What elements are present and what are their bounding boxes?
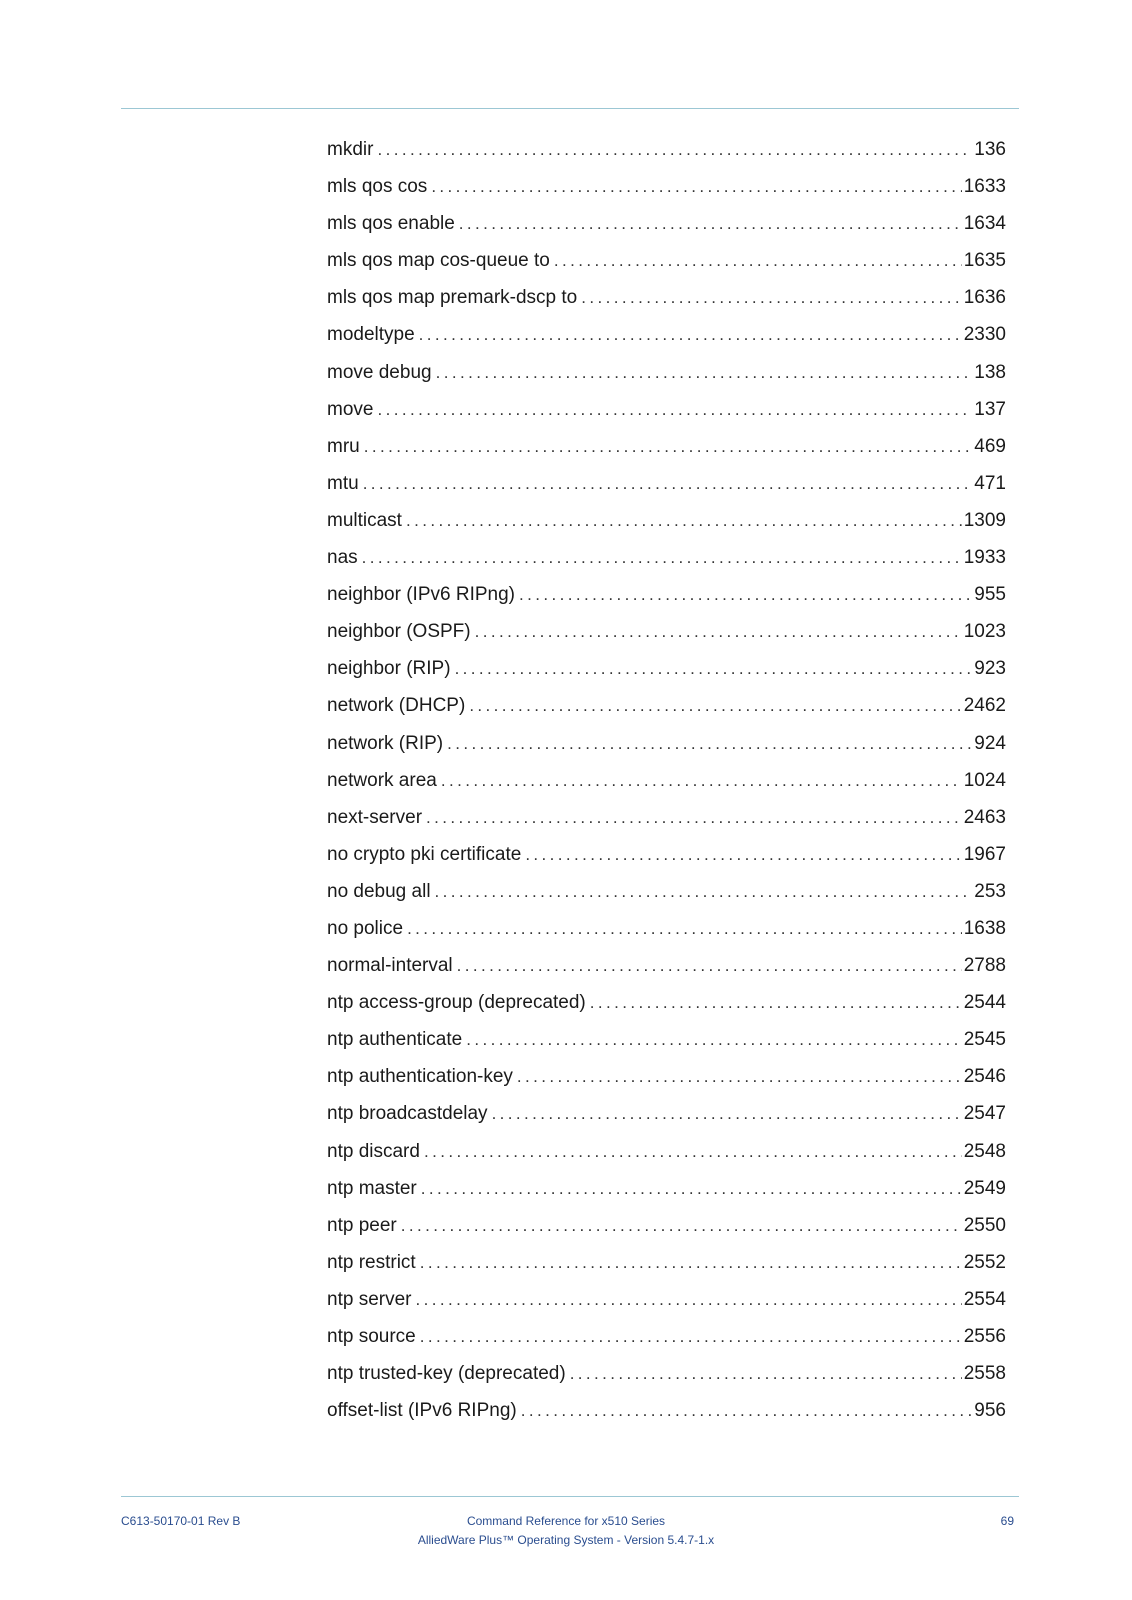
index-entry[interactable] xyxy=(327,168,1006,205)
index-page-number[interactable]: 1638 xyxy=(963,917,1006,939)
dot-leader xyxy=(419,316,962,353)
index-page-number[interactable]: 956 xyxy=(974,1400,1006,1422)
index-page-number[interactable]: 2545 xyxy=(963,1029,1006,1051)
index-entry[interactable] xyxy=(327,465,1006,502)
index-term: ntp broadcastdelay xyxy=(327,1103,488,1125)
index-entry[interactable] xyxy=(327,1207,1006,1244)
index-entry[interactable] xyxy=(327,1318,1006,1355)
command-index-list xyxy=(327,131,1006,1429)
dot-leader xyxy=(455,650,973,687)
index-term: ntp source xyxy=(327,1326,416,1347)
index-entry[interactable] xyxy=(327,650,1006,687)
index-page-number[interactable]: 2549 xyxy=(963,1177,1006,1199)
dot-leader xyxy=(554,242,962,279)
index-page-number[interactable]: 1024 xyxy=(963,769,1006,791)
index-page-number[interactable]: 1633 xyxy=(963,176,1006,198)
index-entry[interactable] xyxy=(327,131,1006,168)
index-term: next-server xyxy=(327,806,423,828)
index-page-number[interactable]: 1309 xyxy=(963,509,1006,531)
index-entry[interactable] xyxy=(327,242,1006,279)
dot-leader xyxy=(570,1355,962,1392)
dot-leader xyxy=(436,354,973,391)
index-page-number[interactable]: 2544 xyxy=(963,992,1006,1014)
index-term: ntp peer xyxy=(327,1214,397,1236)
index-entry[interactable] xyxy=(327,725,1006,762)
footer-doc-id: C613-50170-01 Rev B xyxy=(121,1514,241,1528)
index-term: offset-list (IPv6 RIPng) xyxy=(327,1400,517,1422)
index-term: ntp authentication-key xyxy=(327,1066,513,1088)
index-entry[interactable] xyxy=(327,391,1006,428)
dot-leader xyxy=(406,502,962,539)
dot-leader xyxy=(362,539,962,576)
index-page-number[interactable]: 955 xyxy=(974,584,1006,606)
index-entry[interactable] xyxy=(327,1021,1006,1058)
index-page-number[interactable]: 2463 xyxy=(963,806,1006,828)
index-term: ntp restrict xyxy=(327,1251,416,1273)
footer-title: Command Reference for x510 Series xyxy=(466,1514,666,1528)
index-page-number[interactable]: 2547 xyxy=(963,1103,1006,1125)
dot-leader xyxy=(426,799,962,836)
dot-leader xyxy=(581,279,961,316)
index-term: ntp access-group (deprecated) xyxy=(327,992,586,1014)
index-entry[interactable] xyxy=(327,205,1006,242)
footer-page-number: 69 xyxy=(1000,1514,1014,1528)
index-entry[interactable] xyxy=(327,1133,1006,1170)
index-entry[interactable] xyxy=(327,613,1006,650)
footer-rule xyxy=(121,1496,1019,1497)
index-entry[interactable] xyxy=(327,576,1006,613)
index-entry[interactable] xyxy=(327,1392,1006,1429)
index-term: mtu xyxy=(327,472,359,494)
index-entry[interactable] xyxy=(327,687,1006,724)
dot-leader xyxy=(492,1095,962,1132)
header-rule xyxy=(121,108,1019,109)
index-term: ntp discard xyxy=(327,1140,420,1162)
index-term: modeltype xyxy=(327,324,415,346)
dot-leader xyxy=(435,873,973,910)
index-entry[interactable] xyxy=(327,910,1006,947)
dot-leader xyxy=(377,391,972,428)
index-term: network (RIP) xyxy=(327,732,444,754)
dot-leader xyxy=(415,1281,961,1318)
index-page-number[interactable]: 137 xyxy=(974,398,1006,420)
index-entry[interactable] xyxy=(327,1281,1006,1318)
index-page-number[interactable]: 1933 xyxy=(963,547,1006,569)
index-term: ntp master xyxy=(327,1177,417,1199)
index-term: mls qos map cos-queue to xyxy=(327,250,550,272)
index-page-number[interactable]: 2550 xyxy=(963,1214,1006,1236)
dot-leader xyxy=(517,1058,962,1095)
index-page-number[interactable]: 924 xyxy=(974,732,1006,754)
index-term: mls qos cos xyxy=(327,176,428,198)
dot-leader xyxy=(431,168,961,205)
index-page-number[interactable]: 469 xyxy=(974,435,1006,457)
index-entry[interactable] xyxy=(327,354,1006,391)
index-term: neighbor (OSPF) xyxy=(327,621,471,643)
dot-leader xyxy=(424,1133,962,1170)
index-term: no debug all xyxy=(327,880,431,902)
index-term: multicast xyxy=(327,509,402,531)
dot-leader xyxy=(469,687,961,724)
index-term: network area xyxy=(327,769,437,791)
dot-leader xyxy=(377,131,972,168)
dot-leader xyxy=(364,428,973,465)
index-page-number[interactable]: 1023 xyxy=(963,621,1006,643)
dot-leader xyxy=(407,910,962,947)
index-term: move debug xyxy=(327,361,432,383)
index-term: mls qos map premark-dscp to xyxy=(327,287,578,309)
dot-leader xyxy=(401,1207,962,1244)
dot-leader xyxy=(420,1318,962,1355)
index-term: mru xyxy=(327,435,360,457)
index-page-number[interactable]: 253 xyxy=(974,880,1006,902)
index-entry[interactable] xyxy=(327,1170,1006,1207)
dot-leader xyxy=(521,1392,973,1429)
index-term: no crypto pki certificate xyxy=(327,843,522,865)
index-entry[interactable] xyxy=(327,1095,1006,1132)
index-page-number[interactable]: 1967 xyxy=(963,843,1006,865)
index-term: move xyxy=(327,398,374,420)
dot-leader xyxy=(590,984,962,1021)
dot-leader xyxy=(519,576,972,613)
index-term: neighbor (IPv6 RIPng) xyxy=(327,584,515,606)
index-entry[interactable] xyxy=(327,836,1006,873)
index-term: nas xyxy=(327,547,358,569)
index-page-number[interactable]: 923 xyxy=(974,658,1006,680)
index-entry[interactable] xyxy=(327,1355,1006,1392)
index-term: mls qos enable xyxy=(327,213,455,235)
index-page-number[interactable]: 471 xyxy=(974,472,1006,494)
index-term: neighbor (RIP) xyxy=(327,658,451,680)
index-entry[interactable] xyxy=(327,799,1006,836)
index-page-number[interactable]: 138 xyxy=(974,361,1006,383)
index-term: ntp authenticate xyxy=(327,1029,463,1051)
index-term: ntp trusted-key (deprecated) xyxy=(327,1363,566,1385)
index-page-number[interactable]: 2546 xyxy=(963,1066,1006,1088)
index-page-number[interactable]: 2558 xyxy=(963,1363,1006,1385)
dot-leader xyxy=(441,762,962,799)
dot-leader xyxy=(475,613,962,650)
dot-leader xyxy=(420,1244,962,1281)
index-page-number[interactable]: 2788 xyxy=(963,955,1006,977)
index-entry[interactable] xyxy=(327,984,1006,1021)
footer-subtitle: AlliedWare Plus™ Operating System - Version 5.4.7-1.x xyxy=(417,1533,715,1547)
index-page-number[interactable]: 136 xyxy=(974,139,1006,160)
index-page-number[interactable]: 2330 xyxy=(963,324,1006,346)
index-entry[interactable] xyxy=(327,873,1006,910)
index-entry[interactable] xyxy=(327,947,1006,984)
index-entry[interactable] xyxy=(327,279,1006,316)
index-term: normal-interval xyxy=(327,955,453,977)
index-page-number[interactable]: 1636 xyxy=(963,287,1006,309)
index-page-number[interactable]: 2554 xyxy=(963,1288,1006,1310)
index-page-number[interactable]: 2552 xyxy=(963,1251,1006,1273)
dot-leader xyxy=(459,205,962,242)
index-entry[interactable] xyxy=(327,502,1006,539)
index-page-number[interactable]: 1635 xyxy=(963,250,1006,272)
index-page-number[interactable]: 2556 xyxy=(963,1326,1006,1347)
footer-title-block xyxy=(366,1512,766,1550)
index-entry[interactable] xyxy=(327,1244,1006,1281)
index-term: no police xyxy=(327,917,404,939)
index-page-number[interactable]: 1634 xyxy=(963,213,1006,235)
index-entry[interactable] xyxy=(327,539,1006,576)
index-page-number[interactable]: 2462 xyxy=(963,695,1006,717)
dot-leader xyxy=(363,465,973,502)
dot-leader xyxy=(447,725,972,762)
index-page-number[interactable]: 2548 xyxy=(963,1140,1006,1162)
index-entry[interactable] xyxy=(327,1058,1006,1095)
dot-leader xyxy=(466,1021,962,1058)
dot-leader xyxy=(457,947,962,984)
dot-leader xyxy=(525,836,961,873)
index-term: ntp server xyxy=(327,1288,412,1310)
dot-leader xyxy=(421,1170,962,1207)
index-entry[interactable] xyxy=(327,428,1006,465)
index-entry[interactable] xyxy=(327,316,1006,353)
index-entry[interactable] xyxy=(327,762,1006,799)
index-term: network (DHCP) xyxy=(327,695,466,717)
index-term: mkdir xyxy=(327,139,374,160)
